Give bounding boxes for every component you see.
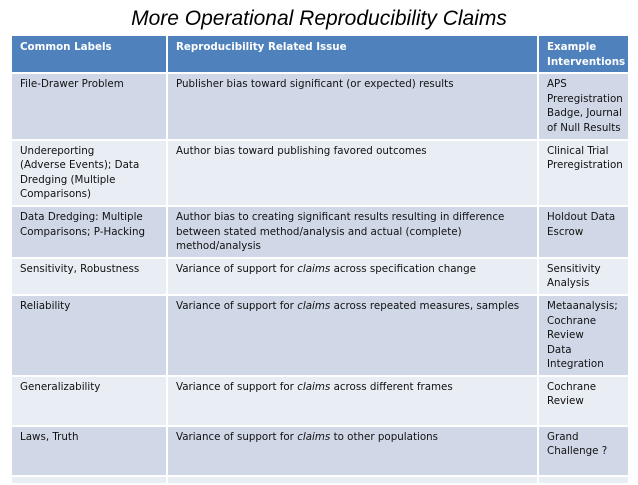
table-row xyxy=(12,295,628,376)
table-row-partial xyxy=(12,476,628,484)
common-label-cell: Reliability xyxy=(12,295,167,376)
intervention-cell: APS Preregistration Badge, Journal of Null Results xyxy=(538,73,628,139)
issue-cell xyxy=(167,140,538,206)
intervention-cell: Clinical Trial Preregistration xyxy=(538,140,628,206)
intervention-cell: Grand Challenge ? xyxy=(538,426,628,476)
empty-cell xyxy=(12,476,167,484)
table-row xyxy=(12,376,628,426)
header-reproducibility-issue: Reproducibility Related Issue xyxy=(167,36,538,73)
reproducibility-claims-table xyxy=(12,36,628,485)
issue-cell xyxy=(167,295,538,376)
intervention-cell: Cochrane Review xyxy=(538,376,628,426)
header-example-interventions: Example Interventions xyxy=(538,36,628,73)
issue-cell xyxy=(167,376,538,426)
intervention-cell: Holdout Data Escrow xyxy=(538,206,628,258)
table-row xyxy=(12,426,628,476)
common-label-cell: File-Drawer Problem xyxy=(12,73,167,139)
issue-cell xyxy=(167,258,538,295)
common-label-cell: Sensitivity, Robustness xyxy=(12,258,167,295)
issue-text: Variance of support for xyxy=(176,430,298,443)
issue-text: Author bias toward publishing favored outcomes xyxy=(176,144,427,157)
issue-text: Variance of support for xyxy=(176,262,298,275)
common-label-cell: Data Dredging: Multiple Comparisons; P-Hacking xyxy=(12,206,167,258)
header-common-labels: Common Labels xyxy=(12,36,167,73)
issue-text: to other populations xyxy=(330,430,439,443)
issue-emphasis: claims xyxy=(297,262,331,275)
issue-text: Publisher bias toward significant (or expected) results xyxy=(176,78,454,91)
common-label-cell: Generalizability xyxy=(12,376,167,426)
issue-cell xyxy=(167,73,538,139)
common-label-cell: Undereporting (Adverse Events); Data Dredging (Multiple Comparisons) xyxy=(12,140,167,206)
empty-cell xyxy=(538,476,628,484)
issue-text: across repeated measures, samples xyxy=(330,299,520,312)
table-row xyxy=(12,258,628,295)
table-row xyxy=(12,140,628,206)
issue-text: Variance of support for xyxy=(176,299,298,312)
issue-cell xyxy=(167,426,538,476)
intervention-cell: Metaanalysis; Cochrane Review Data Integration xyxy=(538,295,628,376)
empty-cell xyxy=(167,476,538,484)
intervention-cell: Sensitivity Analysis xyxy=(538,258,628,295)
table-row xyxy=(12,73,628,139)
table-header-row xyxy=(12,36,628,73)
table-row xyxy=(12,206,628,258)
issue-text: Variance of support for xyxy=(176,380,298,393)
issue-emphasis: claims xyxy=(297,380,331,393)
common-label-cell: Laws, Truth xyxy=(12,426,167,476)
issue-text: across specification change xyxy=(330,262,476,275)
issue-text: across different frames xyxy=(330,380,453,393)
issue-emphasis: claims xyxy=(297,299,331,312)
issue-text: Author bias to creating significant results resulting in difference between stated method/analysis and actual (complete) method/analysis xyxy=(176,210,505,253)
issue-emphasis: claims xyxy=(297,430,331,443)
issue-cell xyxy=(167,206,538,258)
slide-title: More Operational Reproducibility Claims xyxy=(131,7,507,30)
